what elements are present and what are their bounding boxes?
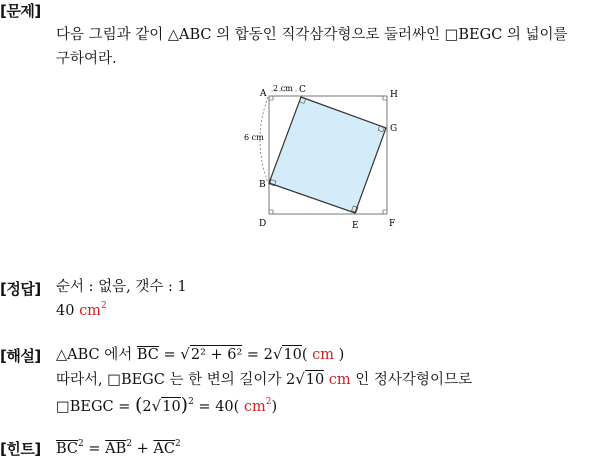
dim-top-label: 2 cm [273,84,293,93]
problem-tag: [문제] [0,2,41,20]
answer-value: 40 [56,303,75,319]
hint-tag: [힌트] [0,440,41,458]
solution-tag: [해설] [0,347,41,365]
hint-formula: $\overline{BC}^2 = \overline{AB}^2 + \overline{AC}^2$ [56,439,181,457]
dim-left-label: 6 cm [244,133,264,142]
problem-text-line1: 다음 그림과 같이 △ABC 의 합동인 직각삼각형으로 둘러싸인 □BEGC 의 넓이를 [56,27,568,43]
answer-tag: [정답] [0,280,41,298]
inner-square-begc [269,97,386,213]
label-d: D [259,219,267,229]
geometry-figure [244,80,402,232]
label-f: F [389,219,396,229]
label-c: C [299,85,306,95]
label-e: E [352,221,359,231]
label-g: G [390,124,398,134]
solution-line1: △ABC 에서 $\overline{BC} = √2^2 + 6^2 = 2√10$( cm ) [56,345,345,363]
solution-line3: □BEGC = $(2√10)^2 = 40$( $cm^2$) [56,394,278,416]
sqrt-expression: 2² + 6² [190,347,243,363]
label-a: A [260,89,267,99]
segment-bc: $\overline{BC}$ [136,347,159,363]
label-b: B [259,180,266,190]
problem-text-line2: 구하여라. [56,51,117,67]
answer-unit: $cm^2$ [79,301,107,319]
answer-value-line [56,302,107,320]
answer-line1: 순서 : 없음, 갯수 : 1 [56,279,187,295]
label-h: H [390,90,398,100]
solution-line2: 따라서, □BEGC 는 한 변의 길이가 2√10 cm 인 정사각형이므로 [56,370,472,388]
